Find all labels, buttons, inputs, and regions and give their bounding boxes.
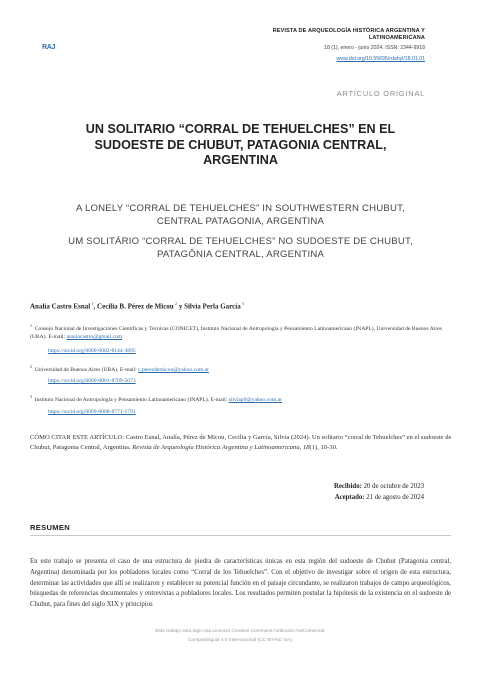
resumen-heading: RESUMEN: [30, 523, 71, 532]
title-english: A LONELY “CORRAL DE TEHUELCHES” IN SOUTHWESTERN CHUBUT, CENTRAL PATAGONIA, ARGENTINA: [76, 203, 405, 227]
citation: [30, 433, 455, 452]
affiliation-text: Instituto Nacional de Antropología y Pensamiento Latinoamericano (INAPL). E-mail:: [34, 396, 229, 403]
affiliation-number: 3: [30, 394, 32, 399]
orcid-link[interactable]: https://orcid.org/0000-0001-8709-5073: [48, 378, 136, 384]
title-spanish: UN SOLITARIO “CORRAL DE TEHUELCHES” EN EL SUDOESTE DE CHUBUT, PATAGONIA CENTRAL, ARGENTINA: [85, 122, 396, 167]
orcid-link[interactable]: https://orcid.org/0009-0008-8771-1791: [48, 409, 136, 415]
author-separator: y: [177, 302, 185, 311]
author-name: Silvia Perla García: [184, 302, 241, 311]
journal-name: REVISTA DE ARQUEOLOGÍA HISTÓRICA ARGENTINA Y LATINOAMERICANA: [272, 28, 425, 42]
author-sup: 1: [91, 301, 94, 306]
citation-text: CÓMO CITAR ESTE ARTÍCULO: Castro Esnal, Analía, Pérez de Micou, Cecilia y García, Silvia (2024). Un solitario “corral de Tehuelches” en el sudoeste de Chubut, Patagonia Central, Argentina.: [30, 434, 452, 451]
author-list: [30, 301, 460, 310]
email-link[interactable]: anaiiacastro@gmail.com: [66, 334, 123, 341]
section-divider: [30, 535, 451, 536]
affiliation-text: Consejo Nacional de Investigaciones Científicas y Técnicas (CONICET), Instituto Nacional de Antropología y Pensamiento Latinoamericano (INAPL), Universidad de Buenos Aires (UBA). E-mail:: [30, 325, 442, 341]
affiliation-2: [30, 363, 455, 374]
email-link[interactable]: silviap9@yahoo.com.ar: [228, 396, 282, 403]
received-value: 20 de octubre de 2023: [363, 483, 424, 490]
accepted-label: Aceptado:: [334, 494, 365, 501]
author-sup: 2: [174, 301, 178, 306]
affiliation-text: Universidad de Buenos Aires (UBA). E-mail:: [34, 366, 139, 373]
license-footer: Este trabajo está bajo una Licencia Creative Commons Atribución-NoComercial-CompartirIgual 4.0 Internacional (CC BY-NC-SA).: [155, 629, 326, 643]
citation-tail: (1), 10-30.: [309, 443, 338, 451]
affiliation-number: 1: [30, 323, 32, 328]
author-sup: 3: [241, 301, 245, 306]
citation-journal: Revista de Arqueología Histórica Argentina y Latinoamericana, 18: [132, 443, 310, 451]
received-date: [224, 483, 424, 490]
resumen-body: En este trabajo se presenta el caso de una estructura de piedra de características únicas en esta región del sudoeste de Chubut (Patagonia central, Argentina) denominada por los pobladores locales como “Corral de los Tehuelches”. Con el objetivo de investigar sobre el origen de esta estructura, determinar las actividades que allí se realizaron y establecer su potencial función en el paisaje circundante, se realizaron trabajos de campo arqueológicos, búsquedas de referencias documentales y entrevistas a pobladores locales. Los resultados permiten postular la hipótesis de la existencia en el sudoeste de Chubut, para fines del siglo XIX y principios: [30, 558, 451, 609]
author-separator: ,: [93, 302, 98, 311]
issue-info: 18 (1), enero - junio 2024. ISSN: 2344-9918: [324, 45, 425, 51]
accepted-value: 21 de agosto de 2024: [366, 494, 424, 501]
received-label: Recibido:: [333, 483, 362, 490]
affiliation-3: [30, 393, 455, 404]
author-name: Cecilia B. Pérez de Micou: [97, 302, 174, 311]
doi-link[interactable]: www.doi.org/10.55695/rdahyl/18.01.01: [336, 56, 425, 62]
author-name: Analía Castro Esnal: [30, 302, 91, 311]
email-link[interactable]: c.perezdemicou@yahoo.com.ar: [138, 366, 209, 373]
orcid-link[interactable]: https://orcid.org/0000-0002-8144-3895: [48, 348, 136, 354]
journal-logo: RAJ: [42, 44, 56, 51]
affiliation-number: 2: [30, 364, 32, 369]
accepted-date: [224, 494, 424, 501]
title-portuguese: UM SOLITÁRIO “CORRAL DE TEHUELCHES” NO SUDOESTE DE CHUBUT, PATAGÔNIA CENTRAL, ARGENTINA: [68, 236, 413, 260]
affiliation-1: [30, 322, 455, 342]
section-label: ARTÍCULO ORIGINAL: [336, 89, 425, 98]
